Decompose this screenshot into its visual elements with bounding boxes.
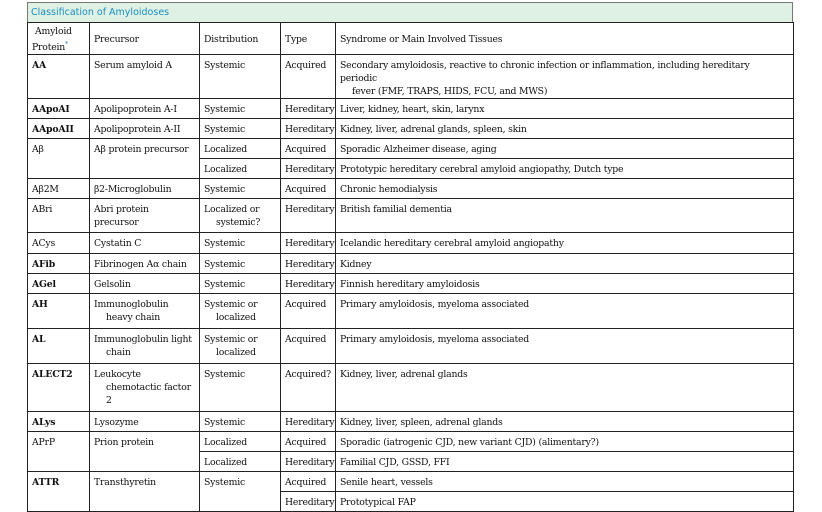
cell-protein: AGel xyxy=(28,274,90,294)
cell-distribution: Systemic xyxy=(200,412,281,432)
cell-distribution: Localized xyxy=(200,139,281,159)
cell-precursor: Aβ protein precursor xyxy=(90,139,200,179)
cell-syndrome: Familial CJD, GSSD, FFI xyxy=(336,452,794,472)
table-row xyxy=(28,274,794,294)
table-row xyxy=(28,55,794,99)
syndrome-line2: fever (FMF, TRAPS, HIDS, FCU, and MWS) xyxy=(352,86,548,98)
header-type: Type xyxy=(281,23,336,55)
cell-type: Acquired xyxy=(281,139,336,159)
table-row xyxy=(28,329,794,364)
cell-precursor: Transthyretin xyxy=(90,472,200,512)
cell-syndrome: Sporadic (iatrogenic CJD, new variant CJD) (alimentary?) xyxy=(336,432,794,452)
cell-precursor xyxy=(90,329,200,364)
cell-protein: AApoAII xyxy=(28,119,90,139)
table-row xyxy=(28,199,794,233)
distribution-line1: Systemic or xyxy=(204,334,258,346)
cell-distribution xyxy=(200,294,281,329)
cell-distribution: Systemic xyxy=(200,254,281,274)
cell-distribution: Systemic xyxy=(200,233,281,254)
amyloidoses-table xyxy=(27,22,794,512)
table-header-row xyxy=(28,23,794,55)
cell-type: Acquired xyxy=(281,472,336,492)
cell-protein: AH xyxy=(28,294,90,329)
cell-protein: AFib xyxy=(28,254,90,274)
cell-syndrome: Senile heart, vessels xyxy=(336,472,794,492)
cell-syndrome: Finnish hereditary amyloidosis xyxy=(336,274,794,294)
cell-type: Hereditary xyxy=(281,452,336,472)
cell-type: Acquired? xyxy=(281,364,336,412)
cell-protein: ABri xyxy=(28,199,90,233)
cell-protein: Aβ xyxy=(28,139,90,179)
cell-distribution: Localized xyxy=(200,159,281,179)
precursor-line2: heavy chain xyxy=(106,312,160,324)
cell-type: Hereditary xyxy=(281,99,336,119)
precursor-line1: Immunoglobulin xyxy=(94,299,169,311)
cell-precursor xyxy=(90,364,200,412)
cell-protein: ACys xyxy=(28,233,90,254)
cell-type: Acquired xyxy=(281,179,336,199)
cell-type: Hereditary xyxy=(281,159,336,179)
cell-syndrome: Kidney, liver, spleen, adrenal glands xyxy=(336,412,794,432)
cell-syndrome: Icelandic hereditary cerebral amyloid angiopathy xyxy=(336,233,794,254)
cell-type: Hereditary xyxy=(281,412,336,432)
cell-distribution: Localized xyxy=(200,452,281,472)
cell-type: Acquired xyxy=(281,55,336,99)
cell-distribution: Systemic xyxy=(200,55,281,99)
cell-syndrome: Chronic hemodialysis xyxy=(336,179,794,199)
cell-precursor: Lysozyme xyxy=(90,412,200,432)
cell-syndrome: Primary amyloidosis, myeloma associated xyxy=(336,294,794,329)
cell-distribution: Systemic xyxy=(200,179,281,199)
cell-precursor: Gelsolin xyxy=(90,274,200,294)
distribution-line1: Localized or xyxy=(204,204,260,216)
header-protein-line1: Amyloid xyxy=(35,26,72,37)
cell-type: Hereditary xyxy=(281,199,336,233)
table-row xyxy=(28,179,794,199)
footnote-marker: * xyxy=(65,41,68,48)
table-row xyxy=(28,364,794,412)
table-row xyxy=(28,233,794,254)
cell-syndrome: Kidney, liver, adrenal glands, spleen, skin xyxy=(336,119,794,139)
cell-protein: AA xyxy=(28,55,90,99)
cell-syndrome: Liver, kidney, heart, skin, larynx xyxy=(336,99,794,119)
table-row xyxy=(28,99,794,119)
distribution-line2: systemic? xyxy=(216,217,261,229)
table-row xyxy=(28,254,794,274)
cell-type: Hereditary xyxy=(281,233,336,254)
cell-syndrome: Primary amyloidosis, myeloma associated xyxy=(336,329,794,364)
precursor-line3: 2 xyxy=(106,395,112,407)
table-row xyxy=(28,139,794,159)
cell-distribution: Systemic xyxy=(200,274,281,294)
header-precursor: Precursor xyxy=(90,23,200,55)
precursor-line1: Leukocyte xyxy=(94,369,141,381)
table-row xyxy=(28,412,794,432)
header-amyloid-protein xyxy=(28,23,90,55)
cell-precursor xyxy=(90,294,200,329)
cell-distribution xyxy=(200,199,281,233)
header-distribution: Distribution xyxy=(200,23,281,55)
cell-syndrome: Prototypical FAP xyxy=(336,492,794,512)
table-row xyxy=(28,432,794,452)
amyloidoses-table-container xyxy=(27,2,793,512)
precursor-line2: chain xyxy=(106,347,131,359)
cell-precursor: Apolipoprotein A-II xyxy=(90,119,200,139)
cell-precursor: Cystatin C xyxy=(90,233,200,254)
distribution-line2: localized xyxy=(216,347,256,359)
cell-type: Acquired xyxy=(281,432,336,452)
cell-distribution: Systemic xyxy=(200,472,281,512)
cell-type: Hereditary xyxy=(281,254,336,274)
cell-syndrome: Prototypic hereditary cerebral amyloid angiopathy, Dutch type xyxy=(336,159,794,179)
cell-distribution: Localized xyxy=(200,432,281,452)
table-row xyxy=(28,294,794,329)
cell-precursor: Serum amyloid A xyxy=(90,55,200,99)
table-row xyxy=(28,119,794,139)
cell-protein: ALys xyxy=(28,412,90,432)
precursor-line2: chemotactic factor xyxy=(106,382,191,394)
cell-precursor: Abri protein precursor xyxy=(90,199,200,233)
cell-precursor: β2-Microglobulin xyxy=(90,179,200,199)
cell-precursor: Fibrinogen Aα chain xyxy=(90,254,200,274)
cell-distribution: Systemic xyxy=(200,364,281,412)
syndrome-line1: Secondary amyloidosis, reactive to chronic infection or inflammation, including hereditary periodic xyxy=(340,60,750,85)
cell-syndrome xyxy=(336,55,794,99)
cell-syndrome: British familial dementia xyxy=(336,199,794,233)
cell-type: Acquired xyxy=(281,329,336,364)
cell-protein: AApoAI xyxy=(28,99,90,119)
cell-syndrome: Kidney, liver, adrenal glands xyxy=(336,364,794,412)
precursor-line1: Immunoglobulin light xyxy=(94,334,192,346)
cell-protein: ALECT2 xyxy=(28,364,90,412)
cell-precursor: Prion protein xyxy=(90,432,200,472)
table-row xyxy=(28,472,794,492)
cell-protein: APrP xyxy=(28,432,90,472)
header-syndrome: Syndrome or Main Involved Tissues xyxy=(336,23,794,55)
cell-type: Hereditary xyxy=(281,119,336,139)
distribution-line1: Systemic or xyxy=(204,299,258,311)
cell-distribution: Systemic xyxy=(200,119,281,139)
cell-precursor: Apolipoprotein A-I xyxy=(90,99,200,119)
distribution-line2: localized xyxy=(216,312,256,324)
cell-protein: AL xyxy=(28,329,90,364)
cell-type: Hereditary xyxy=(281,274,336,294)
cell-protein: Aβ2M xyxy=(28,179,90,199)
header-protein-line2: Protein xyxy=(32,42,66,54)
cell-syndrome: Kidney xyxy=(336,254,794,274)
cell-distribution xyxy=(200,329,281,364)
cell-type: Hereditary xyxy=(281,492,336,512)
cell-distribution: Systemic xyxy=(200,99,281,119)
cell-syndrome: Sporadic Alzheimer disease, aging xyxy=(336,139,794,159)
cell-protein: ATTR xyxy=(28,472,90,512)
cell-type: Acquired xyxy=(281,294,336,329)
table-title: Classification of Amyloidoses xyxy=(27,2,793,22)
